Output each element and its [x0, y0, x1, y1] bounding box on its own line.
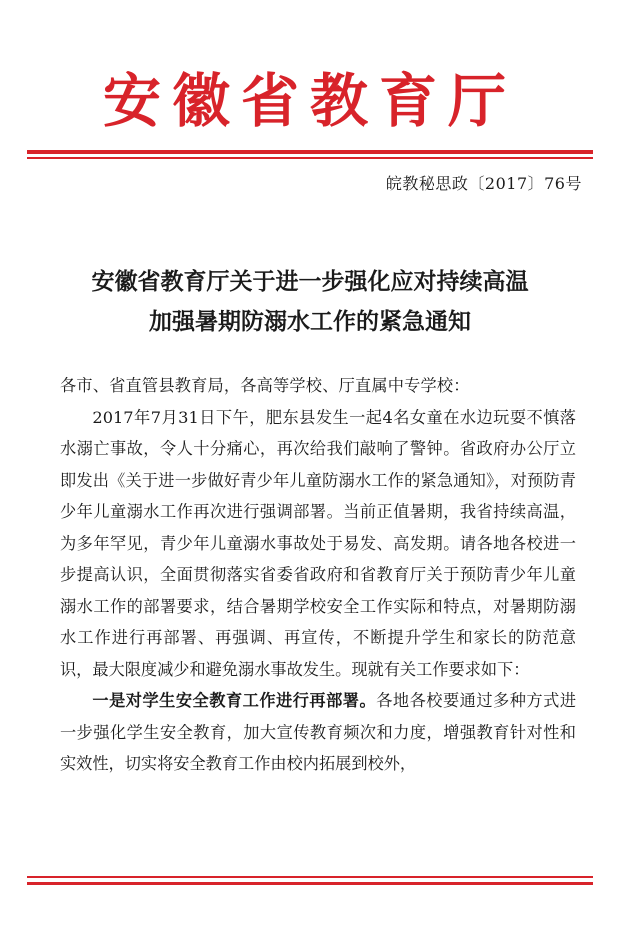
requirement-1-heading: 一是对学生安全教育工作进行再部署。 [92, 691, 377, 710]
paragraph-requirement-1 [60, 685, 576, 780]
salutation: 各市、省直管县教育局，各高等学校、厅直属中专学校： [60, 376, 470, 395]
requirement-1-text: 各地各校要通过多种方式进一步强化学生安全教育，加大宣传教育频次和力度，增强教育针对性和实效性，切实将安全教育工作由校内拓展到校外， [60, 691, 577, 773]
paragraph-incident: 2017年7月31日下午，肥东县发生一起4名女童在水边玩耍不慎落水溺亡事故，令人十分痛心，再次给我们敲响了警钟。省政府办公厅立即发出《关于进一步做好青少年儿童防溺水工作的紧急通知》，对预防青少年儿童溺水工作再次进行强调部署。当前正值暑期，我省持续高温，为多年罕见，青少年儿童溺水事故处于易发、高发期。请各地各校进一步提高认识，全面贯彻落实省委省政府和省教育厅关于预防青少年儿童溺水工作的部署要求，结合暑期学校安全工作实际和特点，对暑期防溺水工作进行再部署、再强调、再宣传，不断提升学生和家长的防范意识，最大限度减少和避免溺水事故发生。现就有关工作要求如下： [60, 407, 576, 679]
footer-red-rule-top [27, 876, 593, 878]
document-number: 皖教秘思政〔2017〕76号 [385, 174, 582, 193]
document-body [60, 370, 576, 780]
footer-red-rule-bottom [27, 882, 593, 885]
header-red-rule-thick [27, 150, 593, 154]
document-title-line-2: 加强暑期防溺水工作的紧急通知 [149, 309, 471, 335]
header-red-rule-thin [27, 157, 593, 159]
document-title-line-1: 安徽省教育厅关于进一步强化应对持续高温 [91, 269, 529, 295]
document-title [0, 262, 620, 342]
issuing-authority-title: 安徽省教育厅 [102, 67, 517, 135]
